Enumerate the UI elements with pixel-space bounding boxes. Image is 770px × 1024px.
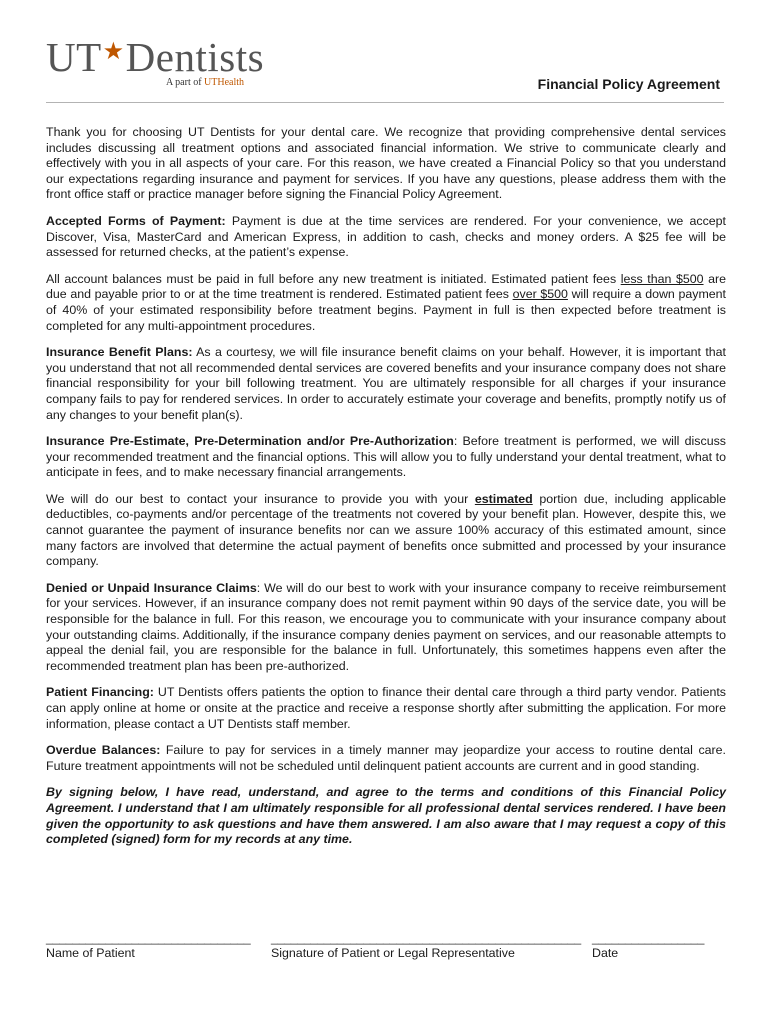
insurance-plans-heading: Insurance Benefit Plans:: [46, 345, 193, 360]
denied-text: : We will do our best to work with your insurance company to receive reimbursement for your services. However, if an insurance company does not remit payment within 90 days of the service date, you will be responsible for the balance in full. For this reason, we encourage you to communicate with your insurance company about your outstanding claims. Additionally, if the insurance company denies payment on services, and our reasonable attempts to appeal the denial fail, you are responsible for the balance in full. Unfortunately, this sometimes happens even after the recommended treatment plan has been pre-authorized.: [46, 580, 726, 673]
estimated-text-2: portion due, including applicable deductibles, co-payments and/or percentage of the treatments not covered by your benefit plan. However, despite this, we cannot guarantee the payment of insurance benefits nor can we assure 100% accuracy of this estimated amount, since many factors are involved that determine the actual payment of benefits once submitted and processed by your insurance company.: [46, 491, 726, 569]
header-divider: [46, 102, 724, 103]
financing-text: UT Dentists offers patients the option to finance their dental care through a third party vendor. Patients can apply online at home or onsite at the practice and receive a response shortly after submitting the application. For more information, please contact a UT Dentists staff member.: [46, 685, 726, 731]
date-label: Date: [592, 946, 619, 960]
financing-paragraph: [46, 685, 726, 732]
over-500: over $500: [512, 287, 568, 302]
logo-ut: UT: [46, 34, 102, 80]
insurance-plans-text: As a courtesy, we will file insurance benefit claims on your behalf. However, it is important that you understand that not all recommended dental services are covered benefits and your insurance company does not share financial responsibility for your bill following treatment. You are ultimately responsible for all charges if your insurance company fails to pay for rendered services. In order to accurately estimate your coverage and benefits, promptly notify us of any changes to your benefit plan(s).: [46, 345, 726, 422]
logo-tagline-brand: UTHealth: [204, 77, 245, 88]
agreement-statement: By signing below, I have read, understand, and agree to the terms and conditions of this Financial Policy Agreement. I understand that I am ultimately responsible for all professional dental services rendered. I have been given the opportunity to ask questions and have them answered. I am also aware that I may request a copy of this completed (signed) form for my records at any time.: [46, 785, 726, 847]
less-than-500: less than $500: [620, 271, 704, 286]
star-icon: ★: [102, 39, 125, 65]
patient-name-label: Name of Patient: [46, 946, 135, 960]
ut-dentists-logo: [46, 30, 265, 88]
logo-tagline: [166, 77, 244, 88]
balances-paragraph: [46, 272, 726, 334]
overdue-heading: Overdue Balances:: [46, 743, 161, 758]
logo-wordmark: [46, 30, 264, 79]
date-field[interactable]: [592, 931, 704, 961]
payment-heading: Accepted Forms of Payment:: [46, 213, 226, 228]
signature-field[interactable]: [271, 931, 581, 961]
pre-estimate-heading: Insurance Pre-Estimate, Pre-Determination and/or Pre-Authorization: [46, 434, 454, 449]
payment-paragraph: [46, 214, 726, 261]
pre-estimate-text: : Before treatment is performed, we will discuss your recommended treatment and the financial options. This will allow you to fully understand your dental treatment, what to anticipate in fees, and to make necessary financial arrangements.: [46, 434, 726, 480]
denied-heading: Denied or Unpaid Insurance Claims: [46, 580, 257, 595]
signature-line[interactable]: _______________________________________________: [271, 931, 581, 945]
estimated-emphasis: estimated: [474, 491, 533, 506]
balances-text-3: will require a down payment of 40% of your estimated responsibility before treatment begins. Payment in full is then expected before treatment is completed for any multi-appointment procedures.: [46, 287, 726, 333]
financing-heading: Patient Financing:: [46, 685, 154, 700]
intro-paragraph: Thank you for choosing UT Dentists for your dental care. We recognize that providing comprehensive dental services includes discussing all treatment options and associated financial information. We strive to communicate clearly and effectively with you in all aspects of your care. For this reason, we have created a Financial Policy so that you understand our expectations regarding insurance and payment for services. If you have any questions, please address them with the front office staff or practice manager before signing the Financial Policy Agreement.: [46, 125, 726, 202]
signature-label: Signature of Patient or Legal Representative: [271, 946, 515, 960]
date-line[interactable]: _________________: [592, 931, 705, 945]
document-title: Financial Policy Agreement: [537, 76, 720, 92]
payment-text: Payment is due at the time services are rendered. For your convenience, we accept Discover, Visa, MasterCard and American Express, in addition to cash, checks and money orders. A $25 fee will be assessed for returned checks, at the patient’s expense.: [46, 213, 726, 260]
insurance-plans-paragraph: [46, 345, 726, 423]
pre-estimate-paragraph: [46, 434, 726, 481]
patient-name-field[interactable]: [46, 931, 250, 961]
estimated-paragraph: [46, 492, 726, 570]
overdue-paragraph: [46, 743, 726, 774]
overdue-text: Failure to pay for services in a timely manner may jeopardize your access to routine dental care. Future treatment appointments will not be scheduled until delinquent patient accounts are current and in good standing.: [46, 743, 726, 773]
estimated-text-1: We will do our best to contact your insurance to provide you with your: [46, 491, 475, 506]
policy-body: [46, 125, 726, 859]
balances-text-2: are due and payable prior to or at the time treatment is rendered. Estimated patient fees: [46, 271, 726, 302]
logo-tagline-prefix: A part of: [166, 77, 205, 88]
balances-text-1: All account balances must be paid in full before any new treatment is initiated. Estimated patient fees: [46, 271, 621, 286]
logo-dentists: Dentists: [125, 34, 265, 80]
denied-paragraph: [46, 581, 726, 675]
patient-name-line[interactable]: _______________________________: [46, 931, 251, 945]
